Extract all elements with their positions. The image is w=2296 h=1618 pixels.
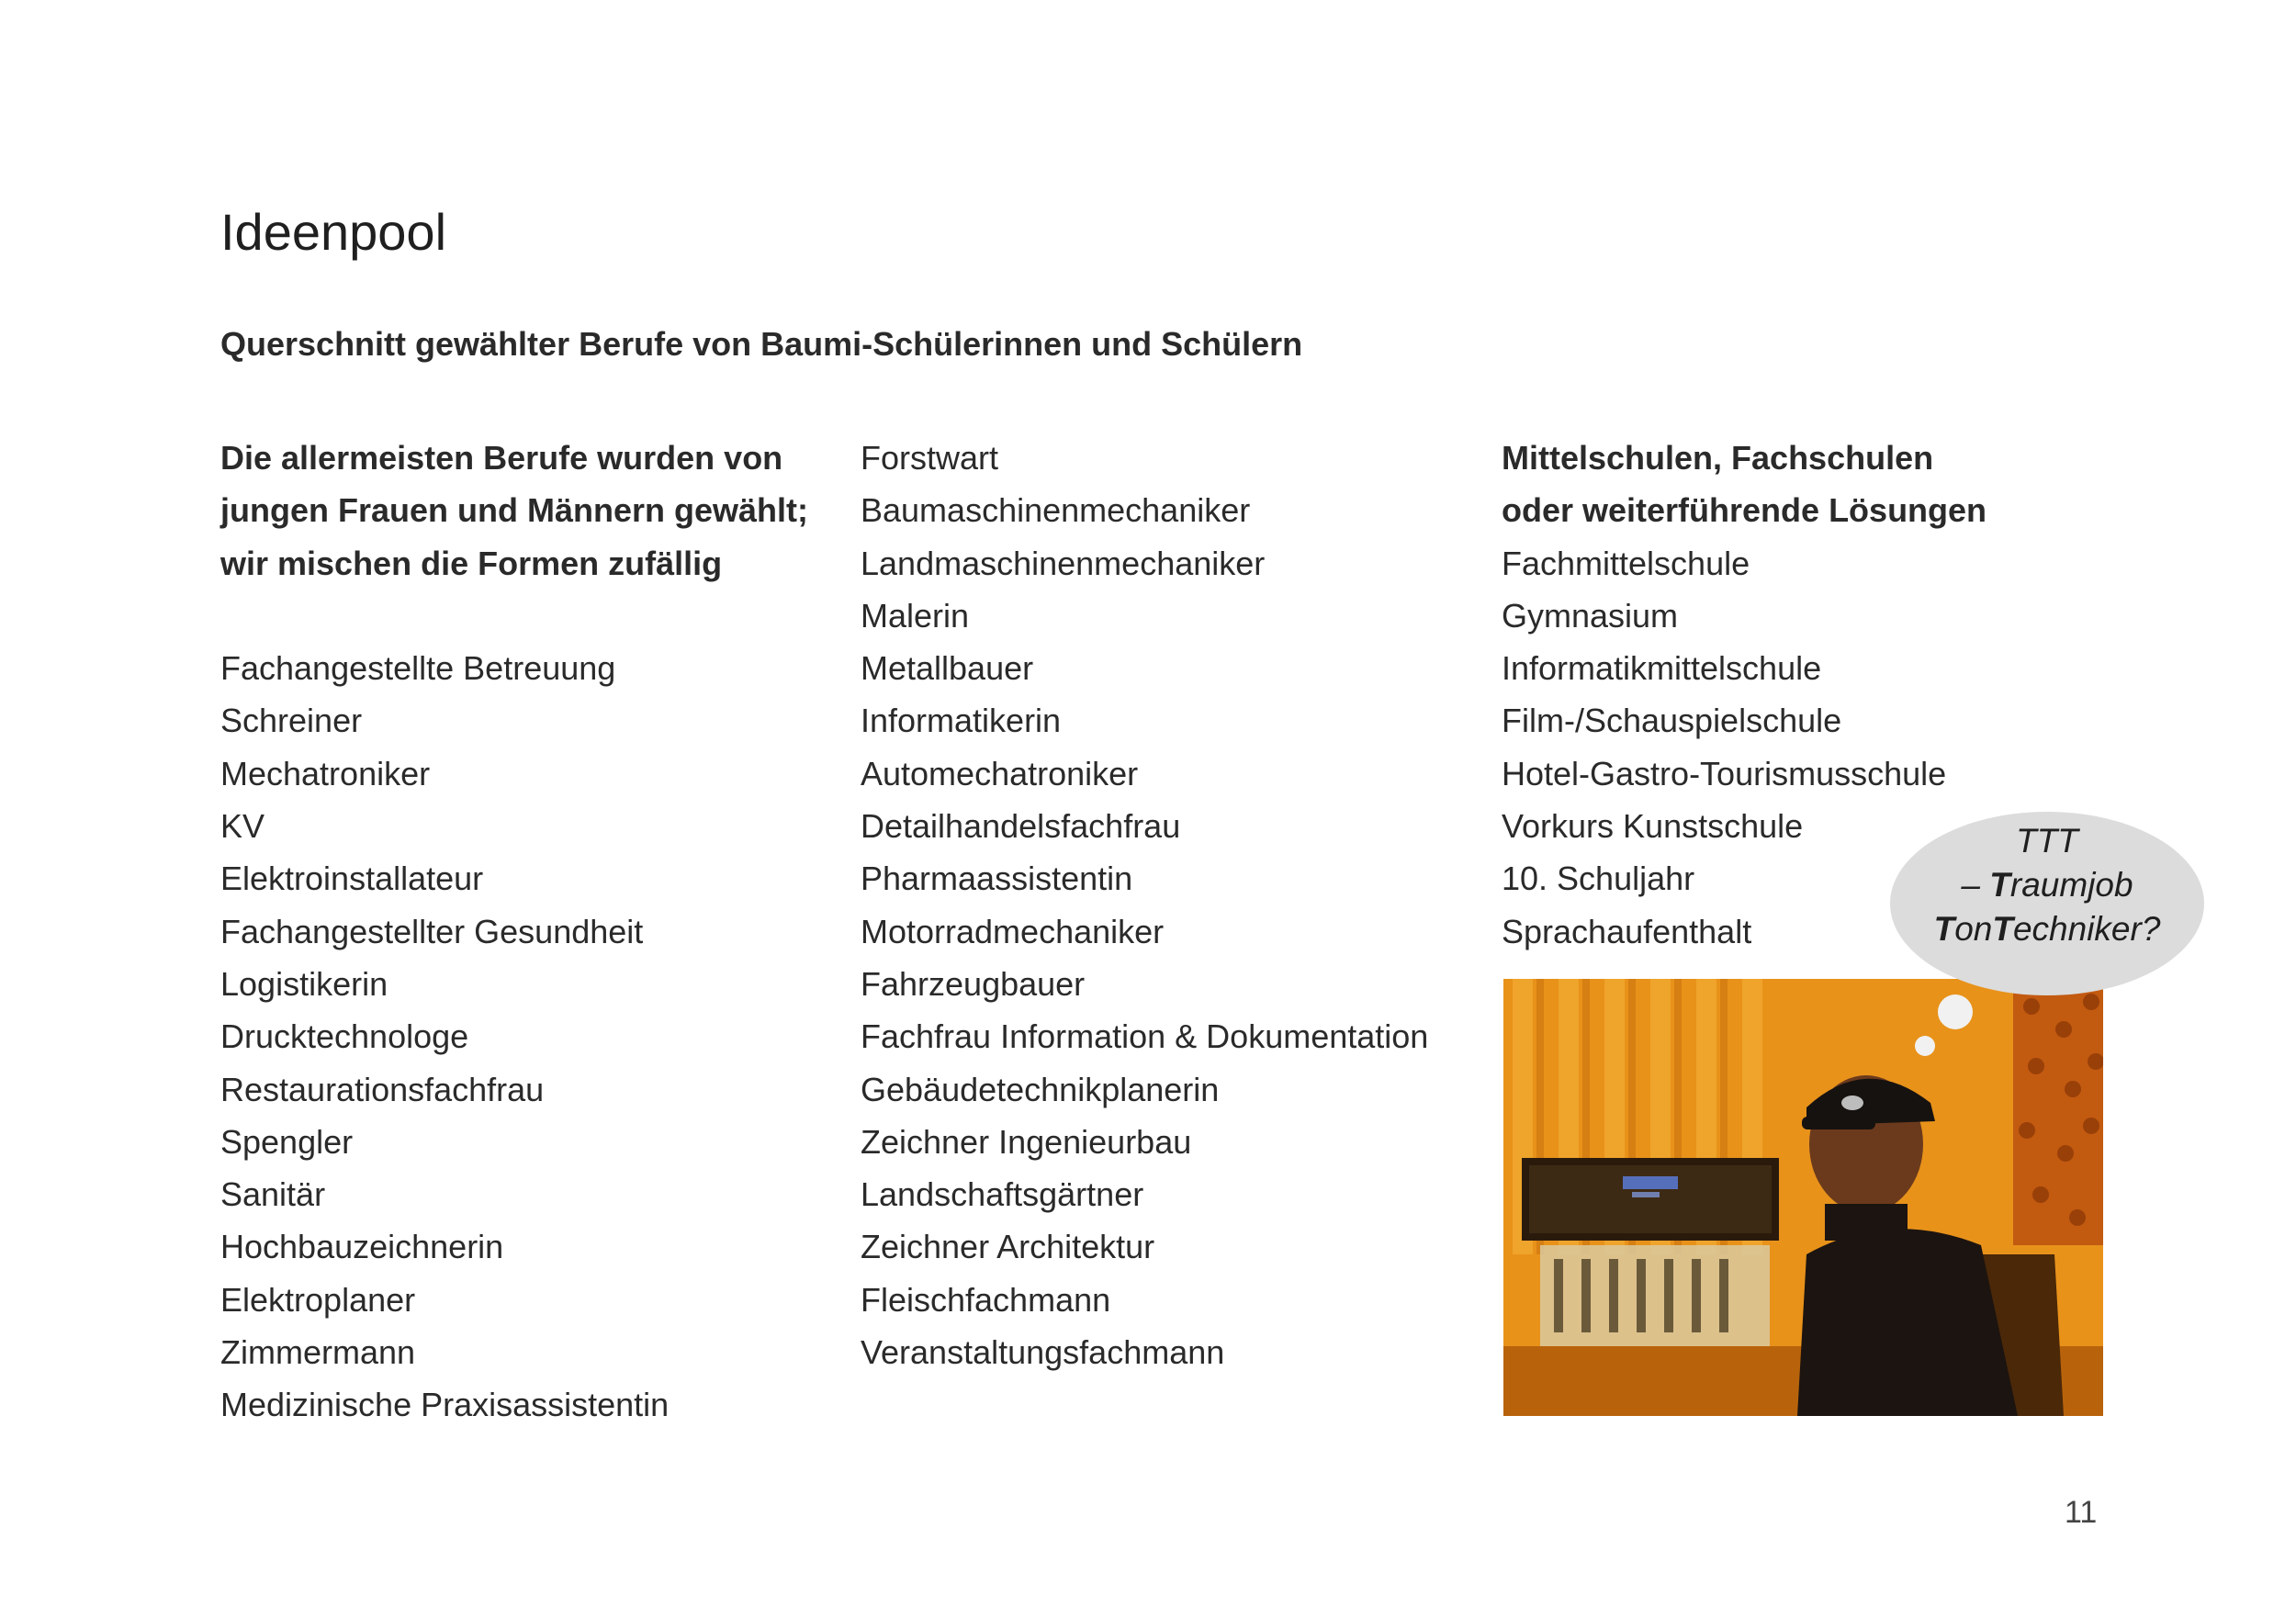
bubble-line-3-bold-1: T [1933,910,1955,948]
list-item: Sanitär [220,1175,326,1214]
list-item: Gymnasium [1502,596,1679,635]
thought-bubble-dot [1915,1036,1935,1056]
list-item: Schreiner [220,702,363,740]
list-item: Zimmermann [220,1333,416,1372]
list-item: Fahrzeugbauer [861,964,1086,1003]
list-item: Informatikerin [861,702,1062,740]
bubble-line-3 [1890,907,2204,951]
list-item: Hochbauzeichnerin [220,1228,504,1266]
bubble-line-1: TTT [2016,822,2078,860]
column-professions-1 [220,432,845,1432]
bubble-line-2-rest: raumjob [2009,866,2133,904]
list-item: Fleischfachmann [861,1280,1111,1319]
list-item: Landmaschinenmechaniker [861,544,1266,582]
list-item: Metallbauer [861,649,1034,688]
list-item: Sprachaufenthalt [1502,912,1752,950]
list-item: Restaurationsfachfrau [220,1070,545,1108]
bubble-line-2 [1890,863,2204,907]
list-item: Zeichner Ingenieurbau [861,1122,1192,1161]
list-item: Drucktechnologe [220,1017,469,1056]
intro-line: wir mischen die Formen zufällig [220,544,723,582]
list-item: Pharmaassistentin [861,860,1133,898]
schools-heading: oder weiterführende Lösungen [1502,491,1987,530]
list-item: KV [220,807,265,846]
list-item: Fachangestellter Gesundheit [220,912,644,950]
bubble-line-3-rest: echniker? [2012,910,2161,948]
bubble-line-2-prefix: – [1961,866,1990,904]
list-item: Vorkurs Kunstschule [1502,807,1804,846]
thought-bubble-text [1890,819,2204,951]
list-item: Malerin [861,596,970,635]
page-title: Ideenpool [220,203,447,261]
list-item: Detailhandelsfachfrau [861,807,1181,846]
bubble-line-3-bold-2: T [1992,910,2013,948]
list-item: Veranstaltungsfachmann [861,1333,1225,1372]
list-item: Automechatroniker [861,754,1139,792]
intro-line: Die allermeisten Berufe wurden von [220,439,783,477]
list-item: Baumaschinenmechaniker [861,491,1251,530]
list-item: Motorradmechaniker [861,912,1165,950]
bubble-line-2-bold: T [1989,866,2010,904]
list-item: 10. Schuljahr [1502,860,1695,898]
list-item: Logistikerin [220,964,388,1003]
list-item: Fachangestellte Betreuung [220,649,616,688]
list-item: Forstwart [861,439,999,477]
list-item: Zeichner Architektur [861,1228,1155,1266]
list-item: Elektroplaner [220,1280,416,1319]
bubble-line-3-mid: on [1954,910,1993,948]
list-item: Elektroinstallateur [220,860,484,898]
list-item: Hotel-Gastro-Tourismusschule [1502,754,1947,792]
photo-sound-technician [1503,979,2103,1416]
page-number: 11 [2065,1495,2098,1530]
list-item: Fachmittelschule [1502,544,1750,582]
schools-heading: Mittelschulen, Fachschulen [1502,439,1934,477]
list-item: Mechatroniker [220,754,431,792]
list-item: Fachfrau Information & Dokumentation [861,1017,1429,1056]
thought-bubble-dot [1938,994,1973,1029]
column-professions-2 [861,432,1485,1378]
list-item: Film-/Schauspielschule [1502,702,1842,740]
intro-line: jungen Frauen und Männern gewählt; [220,491,809,530]
list-item: Landschaftsgärtner [861,1175,1144,1214]
list-item: Medizinische Praxisassistentin [220,1386,670,1424]
spacer [220,590,845,642]
page-subtitle: Querschnitt gewählter Berufe von Baumi-Schülerinnen und Schülern [220,325,1303,363]
list-item: Informatikmittelschule [1502,649,1822,688]
list-item: Spengler [220,1122,354,1161]
list-item: Gebäudetechnikplanerin [861,1070,1220,1108]
